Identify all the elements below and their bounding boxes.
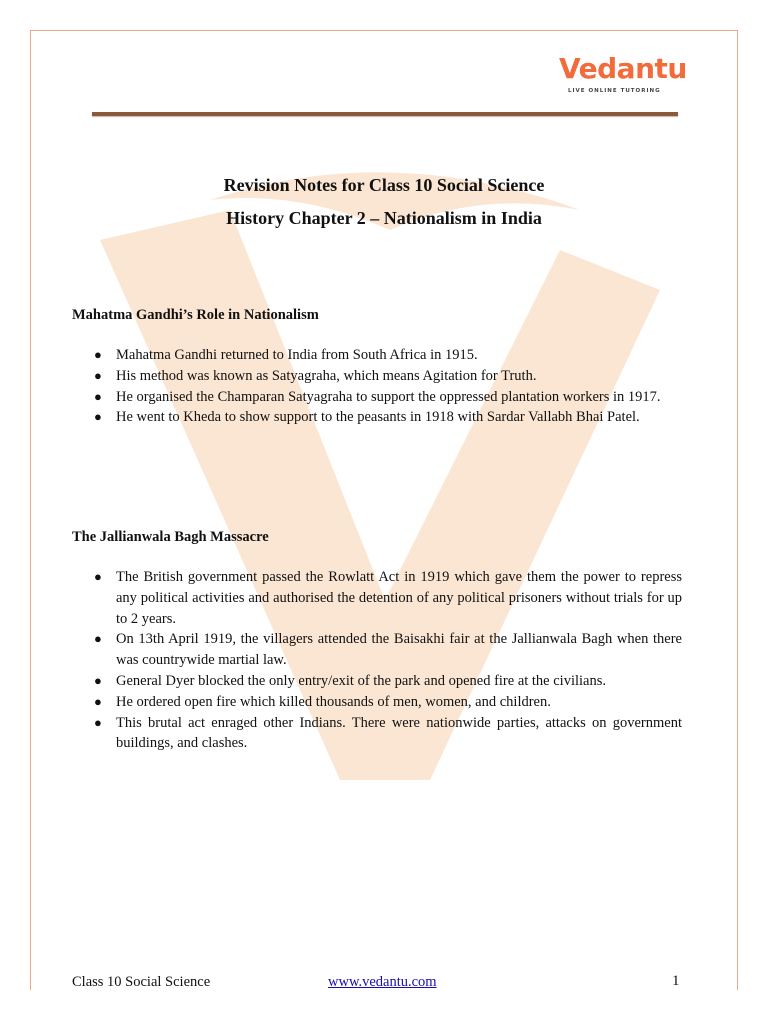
bullet-icon: ●: [94, 693, 102, 709]
bullet-list-jallianwala: [92, 567, 682, 754]
list-item: [92, 407, 682, 428]
list-item: [92, 366, 682, 387]
bullet-icon: ●: [94, 569, 102, 584]
document-title: Revision Notes for Class 10 Social Science: [223, 175, 545, 195]
list-item: [92, 387, 682, 408]
logo-tagline: LIVE ONLINE TUTORING: [568, 88, 661, 94]
list-item: [92, 629, 682, 671]
list-item: [92, 671, 682, 692]
list-item: [92, 713, 682, 755]
footer-website-link[interactable]: www.vedantu.com: [328, 974, 437, 990]
list-item: [92, 567, 682, 629]
list-item: [92, 345, 682, 366]
list-item-text: The British government passed the Rowlatt Act in 1919 which gave them the power to repress any political activities and authorised the detention of any political prisoners without trials for up to 2 years.: [116, 569, 682, 627]
document-subtitle: History Chapter 2 – Nationalism in India: [226, 208, 542, 228]
list-item: [92, 692, 682, 713]
footer-course-label: Class 10 Social Science: [72, 974, 211, 990]
list-item-text: This brutal act enraged other Indians. There were nationwide parties, attacks on government buildings, and clashes.: [116, 714, 682, 752]
list-item-text: He ordered open fire which killed thousands of men, women, and children.: [116, 693, 551, 710]
list-item-text: His method was known as Satyagraha, which means Agitation for Truth.: [116, 367, 537, 384]
list-item-text: On 13th April 1919, the villagers attended the Baisakhi fair at the Jallianwala Bagh when there was countrywide martial law.: [116, 631, 682, 669]
bullet-icon: ●: [94, 714, 102, 730]
page-number: 1: [672, 973, 680, 989]
list-item-text: He went to Kheda to show support to the peasants in 1918 with Sardar Vallabh Bhai Patel.: [116, 409, 640, 426]
bullet-icon: ●: [94, 367, 102, 383]
list-item-text: He organised the Champaran Satyagraha to support the oppressed plantation workers in 1917.: [116, 388, 661, 405]
list-item-text: General Dyer blocked the only entry/exit of the park and opened fire at the civilians.: [116, 672, 606, 689]
bullet-icon: ●: [94, 409, 102, 425]
section-heading-gandhi: Mahatma Gandhi’s Role in Nationalism: [72, 307, 319, 323]
bullet-icon: ●: [94, 631, 102, 647]
bullet-icon: ●: [94, 347, 102, 362]
logo-wordmark: Vedantu: [559, 52, 687, 85]
section-heading-jallianwala: The Jallianwala Bagh Massacre: [72, 529, 269, 545]
bullet-icon: ●: [94, 672, 102, 688]
bullet-icon: ●: [94, 388, 102, 404]
list-item-text: Mahatma Gandhi returned to India from South Africa in 1915.: [116, 347, 478, 363]
bullet-list-gandhi: [92, 345, 682, 428]
